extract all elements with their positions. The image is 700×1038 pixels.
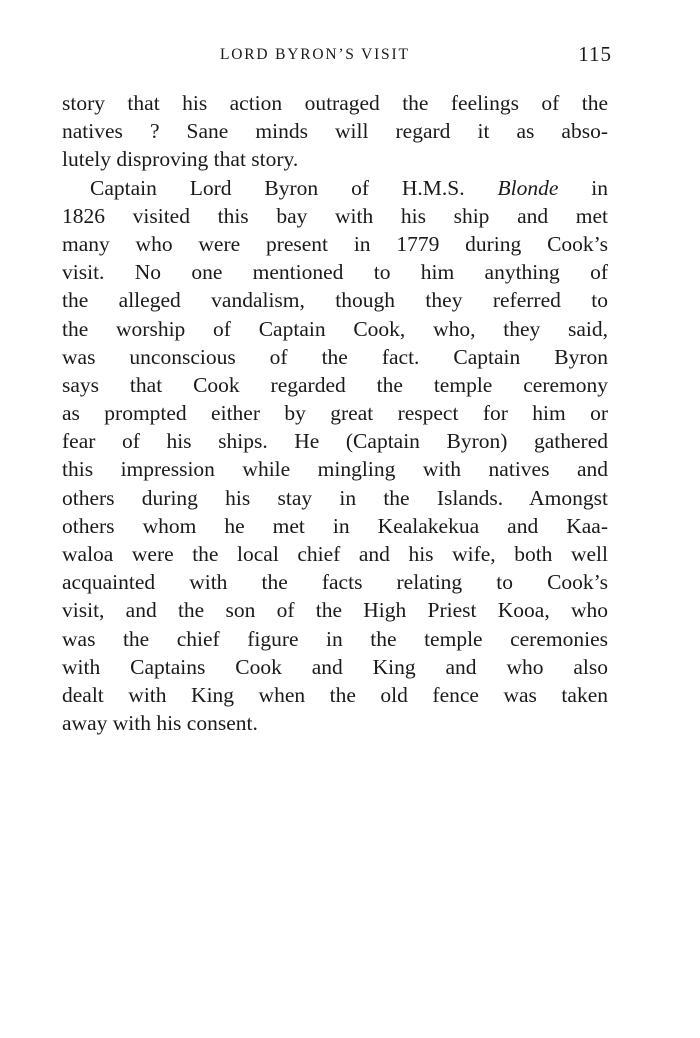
- text-line: visit. No one mentioned to him anything of: [62, 260, 608, 285]
- running-title: LORD BYRON’S VISIT: [220, 46, 410, 63]
- text-line: story that his action outraged the feelings of the: [62, 91, 608, 115]
- text-line: acquainted with the facts relating to Cook’s: [62, 570, 608, 595]
- text-segment: in: [591, 175, 608, 200]
- running-head: [62, 44, 612, 74]
- text-line: many who were present in 1779 during Cook’s: [62, 231, 608, 256]
- ship-name: Blonde: [497, 175, 559, 200]
- text-line: as prompted either by great respect for him or: [62, 401, 608, 426]
- text-line: waloa were the local chief and his wife, both well: [62, 542, 608, 566]
- text-line: says that Cook regarded the temple ceremony: [62, 372, 608, 397]
- text-line: fear of his ships. He (Captain Byron) gathered: [62, 429, 608, 454]
- text-line: natives ? Sane minds will regard it as abso-: [62, 119, 608, 144]
- text-line: was the chief figure in the temple ceremonies: [62, 626, 608, 651]
- body-text: [62, 89, 608, 737]
- text-line: others during his stay in the Islands. Amongst: [62, 485, 608, 510]
- text-segment: Captain Lord Byron of H.M.S.: [90, 175, 465, 200]
- text-line: with Captains Cook and King and who also: [62, 654, 608, 679]
- text-line: visit, and the son of the High Priest Kooa, who: [62, 598, 608, 623]
- text-line: was unconscious of the fact. Captain Byron: [62, 344, 608, 369]
- text-line: away with his consent.: [62, 711, 258, 736]
- text-line: others whom he met in Kealakekua and Kaa-: [62, 513, 608, 538]
- text-line: lutely disproving that story.: [62, 147, 299, 172]
- text-line: the alleged vandalism, though they referred to: [62, 288, 608, 313]
- text-line: this impression while mingling with natives and: [62, 457, 608, 482]
- text-line-with-ship-name: [62, 174, 608, 202]
- text-line: the worship of Captain Cook, who, they said,: [62, 316, 608, 341]
- page-number: 115: [578, 42, 612, 66]
- text-line: dealt with King when the old fence was taken: [62, 682, 608, 707]
- text-line: 1826 visited this bay with his ship and met: [62, 203, 608, 228]
